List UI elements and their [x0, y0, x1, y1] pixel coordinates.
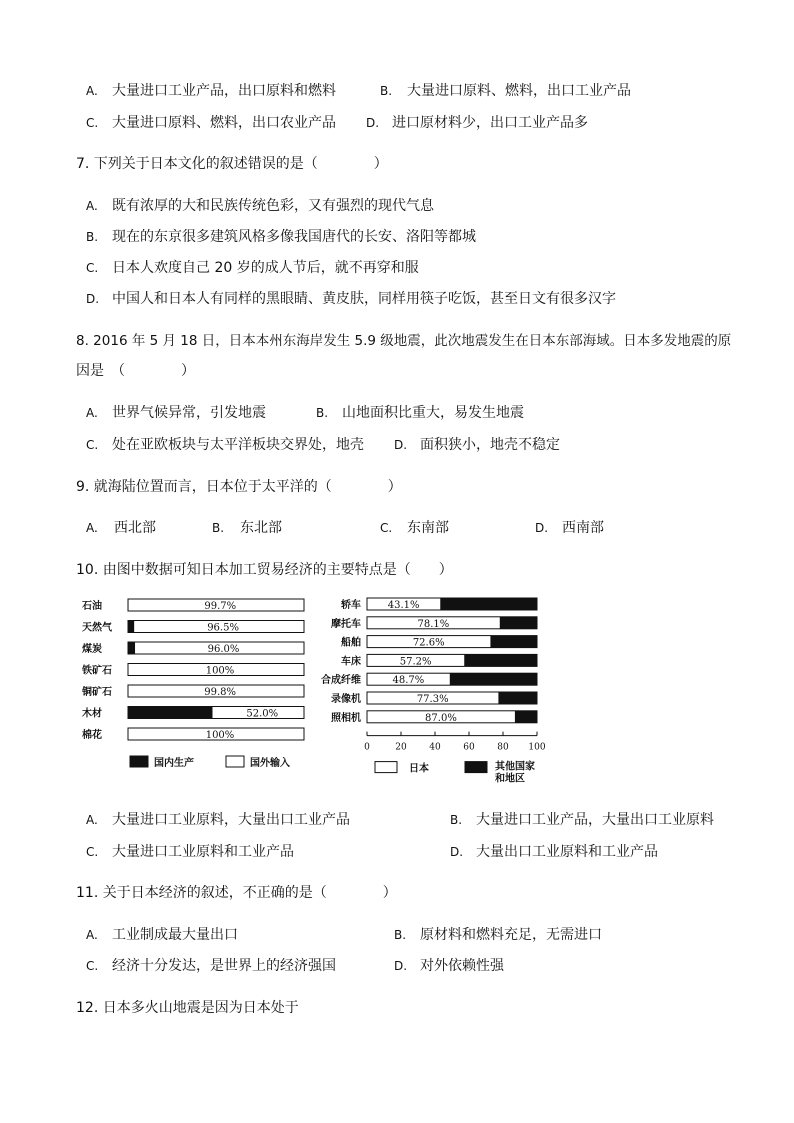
q9-stem: 9. 就海陆位置而言，日本位于太平洋的（ ） — [76, 479, 402, 495]
x-tick-label: 80 — [497, 742, 509, 753]
q10-stem: 10. 由图中数据可知日本加工贸易经济的主要特点是（ ） — [76, 562, 453, 578]
bar-other — [450, 673, 537, 685]
option-letter: A. — [86, 406, 98, 420]
option-text: 世界气候异常，引发地震 — [112, 405, 266, 421]
category-label: 录像机 — [331, 694, 361, 705]
legend-swatch-domestic — [130, 756, 148, 767]
option-text: 大量进口工业原料，大量出口工业产品 — [112, 812, 350, 828]
data-label: 78.1% — [417, 618, 450, 630]
option-text: 经济十分发达，是世界上的经济强国 — [112, 958, 336, 974]
category-label: 船舶 — [341, 637, 361, 649]
category-label: 轿车 — [341, 600, 361, 611]
bar-other — [490, 636, 537, 648]
category-label: 棉花 — [82, 730, 102, 741]
option-text: 现在的东京很多建筑风格多像我国唐代的长安、洛阳等都城 — [112, 229, 476, 245]
option-letter: C. — [86, 845, 99, 859]
bar-other — [500, 617, 537, 629]
bar-domestic — [128, 599, 129, 611]
option-letter: D. — [450, 845, 464, 859]
data-label: 87.0% — [425, 712, 457, 724]
option-letter: D. — [86, 292, 100, 306]
option-letter: A. — [86, 199, 98, 213]
legend-label-domestic: 国内生产 — [154, 758, 194, 769]
option-letter: C. — [380, 521, 393, 535]
option-text: 日本人欢度自己 20 岁的成人节后，就不再穿和服 — [112, 260, 419, 276]
option-letter: A. — [86, 928, 98, 942]
legend-swatch-japan — [375, 762, 397, 773]
option-text: 处在亚欧板块与太平洋板块交界处，地壳 — [112, 437, 364, 453]
x-tick-label: 60 — [463, 742, 475, 753]
option-letter: D. — [394, 438, 408, 452]
x-tick-label: 0 — [364, 742, 370, 753]
bar-other — [498, 692, 537, 704]
option-letter: B. — [450, 813, 463, 827]
option-text: 大量出口工业原料和工业产品 — [476, 844, 658, 860]
option-text: 中国人和日本人有同样的黑眼睛、黄皮肤，同样用筷子吃饭，甚至日文有很多汉字 — [112, 291, 616, 307]
option-letter: C. — [86, 438, 99, 452]
option-text: 大量进口原料、燃料，出口工业产品 — [407, 83, 631, 99]
option-letter: A. — [86, 84, 98, 98]
legend-label-other-line1: 其他国家 — [495, 761, 535, 773]
category-label: 摩托车 — [331, 618, 361, 630]
category-label: 照相机 — [331, 712, 361, 724]
option-text: 山地面积比重大，易发生地震 — [342, 405, 524, 421]
x-tick-label: 40 — [429, 742, 441, 753]
option-text: 大量进口工业产品，大量出口工业原料 — [476, 812, 714, 828]
data-label: 100% — [205, 665, 235, 677]
legend-label-other — [495, 760, 535, 785]
import-source-chart — [78, 592, 318, 782]
legend-label-japan: 日本 — [409, 763, 429, 775]
q7-stem: 7. 下列关于日本文化的叙述错误的是（ ） — [76, 156, 388, 172]
option-text: 东北部 — [240, 520, 282, 536]
bar-other — [440, 598, 537, 610]
legend-swatch-other — [465, 762, 487, 773]
option-text: 大量进口工业产品，出口原料和燃料 — [112, 83, 336, 99]
category-label: 石油 — [82, 601, 102, 612]
data-label: 100% — [205, 730, 235, 741]
category-label: 木材 — [82, 708, 102, 720]
option-letter: A. — [86, 521, 98, 535]
legend-label-other-line2: 和地区 — [495, 773, 525, 785]
data-label: 48.7% — [392, 675, 425, 687]
bar-other — [515, 711, 537, 723]
x-tick-label: 20 — [395, 742, 407, 753]
x-tick-label: 100 — [528, 742, 546, 753]
data-label: 57.2% — [399, 656, 432, 668]
option-text: 西北部 — [114, 520, 156, 536]
data-label: 96.5% — [207, 622, 239, 634]
category-label: 合成纤维 — [321, 675, 361, 687]
category-label: 铁矿石 — [82, 665, 112, 677]
option-letter: D. — [366, 116, 380, 130]
category-label: 煤炭 — [82, 644, 102, 655]
data-label: 99.8% — [204, 687, 237, 698]
option-text: 原材料和燃料充足，无需进口 — [420, 927, 602, 943]
bar-other — [464, 654, 537, 666]
data-label: 52.0% — [246, 708, 279, 720]
q12-stem: 12. 日本多火山地震是因为日本处于 — [76, 1000, 299, 1016]
option-text: 大量进口工业原料和工业产品 — [112, 844, 294, 860]
category-label: 铜矿石 — [82, 687, 112, 698]
data-label: 77.3% — [416, 694, 449, 705]
option-text: 既有浓厚的大和民族传统色彩，又有强烈的现代气息 — [112, 198, 434, 214]
legend-label-import: 国外输入 — [250, 758, 290, 769]
option-letter: D. — [394, 959, 408, 973]
option-letter: C. — [86, 116, 99, 130]
option-letter: B. — [86, 230, 99, 244]
option-letter: D. — [535, 521, 549, 535]
q8-stem-line1: 8. 2016 年 5 月 18 日，日本本州东海岸发生 5.9 级地震，此次地震发生在日本东部海域。日本多发地震的原 — [76, 333, 732, 349]
option-text: 西南部 — [562, 520, 604, 536]
option-letter: C. — [86, 959, 99, 973]
option-text: 工业制成最大量出口 — [112, 927, 238, 943]
data-label: 72.6% — [412, 637, 445, 649]
q8-stem-line2: 因是 （ ） — [76, 363, 195, 379]
option-letter: B. — [380, 84, 393, 98]
option-letter: B. — [212, 521, 225, 535]
q11-stem: 11. 关于日本经济的叙述，不正确的是（ ） — [76, 885, 397, 901]
option-text: 面积狭小，地壳不稳定 — [420, 437, 560, 453]
data-label: 96.0% — [207, 644, 240, 655]
legend-swatch-import — [226, 756, 244, 767]
category-label: 车床 — [341, 656, 361, 668]
data-label: 99.7% — [204, 601, 237, 612]
option-letter: A. — [86, 813, 98, 827]
option-text: 对外依赖性强 — [420, 958, 504, 974]
bar-domestic — [128, 642, 135, 654]
option-text: 东南部 — [407, 520, 449, 536]
option-letter: B. — [394, 928, 407, 942]
bar-domestic — [128, 707, 212, 719]
bar-domestic — [128, 621, 134, 633]
option-text: 大量进口原料、燃料，出口农业产品 — [112, 115, 336, 131]
option-letter: B. — [316, 406, 329, 420]
category-label: 天然气 — [82, 622, 112, 634]
data-label: 43.1% — [387, 600, 420, 611]
option-text: 进口原材料少，出口工业产品多 — [392, 115, 588, 131]
export-share-chart — [315, 592, 555, 788]
option-letter: C. — [86, 261, 99, 275]
